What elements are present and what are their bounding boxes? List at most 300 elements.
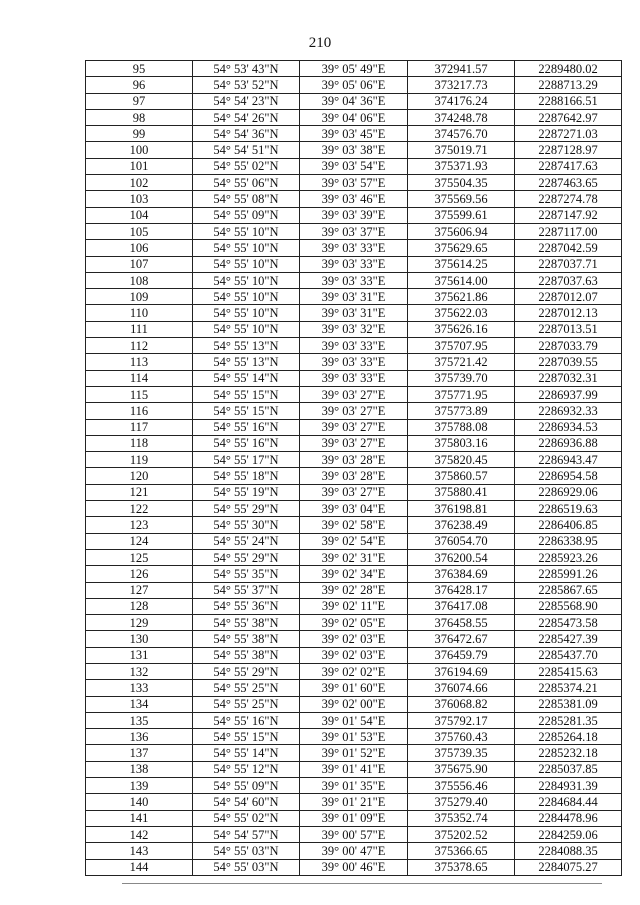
table-row xyxy=(86,370,622,386)
point-number-cell: 138 xyxy=(86,761,193,777)
longitude-cell: 39° 00' 57"E xyxy=(300,826,408,842)
y-coordinate-cell: 2285381.09 xyxy=(515,696,622,712)
x-coordinate-cell: 375621.86 xyxy=(408,289,515,305)
y-coordinate-cell: 2284931.39 xyxy=(515,778,622,794)
latitude-cell: 54° 55' 03"N xyxy=(193,859,300,875)
y-coordinate-cell: 2286932.33 xyxy=(515,403,622,419)
longitude-cell: 39° 03' 57"E xyxy=(300,175,408,191)
table-row xyxy=(86,810,622,826)
latitude-cell: 54° 55' 15"N xyxy=(193,403,300,419)
latitude-cell: 54° 55' 10"N xyxy=(193,305,300,321)
longitude-cell: 39° 03' 27"E xyxy=(300,419,408,435)
point-number-cell: 125 xyxy=(86,549,193,565)
x-coordinate-cell: 375622.03 xyxy=(408,305,515,321)
longitude-cell: 39° 05' 49"E xyxy=(300,61,408,77)
longitude-cell: 39° 03' 54"E xyxy=(300,158,408,174)
y-coordinate-cell: 2287128.97 xyxy=(515,142,622,158)
longitude-cell: 39° 03' 27"E xyxy=(300,435,408,451)
table-row xyxy=(86,501,622,517)
y-coordinate-cell: 2284684.44 xyxy=(515,794,622,810)
x-coordinate-cell: 375760.43 xyxy=(408,729,515,745)
latitude-cell: 54° 55' 38"N xyxy=(193,615,300,631)
table-row xyxy=(86,158,622,174)
y-coordinate-cell: 2284088.35 xyxy=(515,843,622,859)
latitude-cell: 54° 55' 29"N xyxy=(193,663,300,679)
longitude-cell: 39° 01' 41"E xyxy=(300,761,408,777)
table-row xyxy=(86,289,622,305)
point-number-cell: 109 xyxy=(86,289,193,305)
table-row xyxy=(86,484,622,500)
y-coordinate-cell: 2286929.06 xyxy=(515,484,622,500)
y-coordinate-cell: 2286937.99 xyxy=(515,386,622,402)
point-number-cell: 142 xyxy=(86,826,193,842)
y-coordinate-cell: 2287012.13 xyxy=(515,305,622,321)
x-coordinate-cell: 376068.82 xyxy=(408,696,515,712)
y-coordinate-cell: 2287147.92 xyxy=(515,207,622,223)
table-row xyxy=(86,452,622,468)
y-coordinate-cell: 2287274.78 xyxy=(515,191,622,207)
latitude-cell: 54° 55' 16"N xyxy=(193,435,300,451)
point-number-cell: 112 xyxy=(86,338,193,354)
y-coordinate-cell: 2285427.39 xyxy=(515,631,622,647)
x-coordinate-cell: 376428.17 xyxy=(408,582,515,598)
y-coordinate-cell: 2287271.03 xyxy=(515,126,622,142)
longitude-cell: 39° 03' 31"E xyxy=(300,289,408,305)
latitude-cell: 54° 55' 13"N xyxy=(193,354,300,370)
point-number-cell: 114 xyxy=(86,370,193,386)
longitude-cell: 39° 02' 02"E xyxy=(300,663,408,679)
x-coordinate-cell: 375352.74 xyxy=(408,810,515,826)
table-row xyxy=(86,256,622,272)
table-row xyxy=(86,223,622,239)
latitude-cell: 54° 54' 36"N xyxy=(193,126,300,142)
longitude-cell: 39° 01' 35"E xyxy=(300,778,408,794)
x-coordinate-cell: 373217.73 xyxy=(408,77,515,93)
y-coordinate-cell: 2285473.58 xyxy=(515,615,622,631)
point-number-cell: 133 xyxy=(86,680,193,696)
y-coordinate-cell: 2287037.63 xyxy=(515,272,622,288)
point-number-cell: 124 xyxy=(86,533,193,549)
longitude-cell: 39° 02' 05"E xyxy=(300,615,408,631)
longitude-cell: 39° 01' 60"E xyxy=(300,680,408,696)
y-coordinate-cell: 2287033.79 xyxy=(515,338,622,354)
latitude-cell: 54° 55' 10"N xyxy=(193,272,300,288)
point-number-cell: 102 xyxy=(86,175,193,191)
table-row xyxy=(86,696,622,712)
x-coordinate-cell: 375880.41 xyxy=(408,484,515,500)
x-coordinate-cell: 376194.69 xyxy=(408,663,515,679)
point-number-cell: 122 xyxy=(86,501,193,517)
longitude-cell: 39° 04' 06"E xyxy=(300,109,408,125)
x-coordinate-cell: 375792.17 xyxy=(408,712,515,728)
x-coordinate-cell: 376198.81 xyxy=(408,501,515,517)
y-coordinate-cell: 2286338.95 xyxy=(515,533,622,549)
x-coordinate-cell: 375739.35 xyxy=(408,745,515,761)
point-number-cell: 105 xyxy=(86,223,193,239)
table-row xyxy=(86,240,622,256)
y-coordinate-cell: 2285037.85 xyxy=(515,761,622,777)
point-number-cell: 108 xyxy=(86,272,193,288)
latitude-cell: 54° 55' 10"N xyxy=(193,289,300,305)
x-coordinate-cell: 375019.71 xyxy=(408,142,515,158)
x-coordinate-cell: 372941.57 xyxy=(408,61,515,77)
latitude-cell: 54° 55' 09"N xyxy=(193,207,300,223)
table-row xyxy=(86,680,622,696)
longitude-cell: 39° 03' 38"E xyxy=(300,142,408,158)
point-number-cell: 103 xyxy=(86,191,193,207)
table-row xyxy=(86,729,622,745)
x-coordinate-cell: 375721.42 xyxy=(408,354,515,370)
point-number-cell: 136 xyxy=(86,729,193,745)
latitude-cell: 54° 55' 18"N xyxy=(193,468,300,484)
y-coordinate-cell: 2285437.70 xyxy=(515,647,622,663)
x-coordinate-cell: 375378.65 xyxy=(408,859,515,875)
longitude-cell: 39° 03' 33"E xyxy=(300,272,408,288)
y-coordinate-cell: 2286406.85 xyxy=(515,517,622,533)
y-coordinate-cell: 2286954.58 xyxy=(515,468,622,484)
x-coordinate-cell: 375773.89 xyxy=(408,403,515,419)
latitude-cell: 54° 55' 35"N xyxy=(193,566,300,582)
point-number-cell: 118 xyxy=(86,435,193,451)
y-coordinate-cell: 2287463.65 xyxy=(515,175,622,191)
x-coordinate-cell: 376458.55 xyxy=(408,615,515,631)
y-coordinate-cell: 2285374.21 xyxy=(515,680,622,696)
table-row xyxy=(86,468,622,484)
y-coordinate-cell: 2286519.63 xyxy=(515,501,622,517)
point-number-cell: 127 xyxy=(86,582,193,598)
y-coordinate-cell: 2285867.65 xyxy=(515,582,622,598)
longitude-cell: 39° 03' 33"E xyxy=(300,370,408,386)
y-coordinate-cell: 2285991.26 xyxy=(515,566,622,582)
table-row xyxy=(86,338,622,354)
table-row xyxy=(86,582,622,598)
point-number-cell: 115 xyxy=(86,386,193,402)
latitude-cell: 54° 55' 37"N xyxy=(193,582,300,598)
longitude-cell: 39° 05' 06"E xyxy=(300,77,408,93)
point-number-cell: 99 xyxy=(86,126,193,142)
latitude-cell: 54° 55' 14"N xyxy=(193,745,300,761)
latitude-cell: 54° 55' 10"N xyxy=(193,223,300,239)
x-coordinate-cell: 376054.70 xyxy=(408,533,515,549)
x-coordinate-cell: 375803.16 xyxy=(408,435,515,451)
latitude-cell: 54° 55' 06"N xyxy=(193,175,300,191)
longitude-cell: 39° 03' 33"E xyxy=(300,240,408,256)
table-row xyxy=(86,598,622,614)
point-number-cell: 141 xyxy=(86,810,193,826)
longitude-cell: 39° 03' 32"E xyxy=(300,321,408,337)
x-coordinate-cell: 375771.95 xyxy=(408,386,515,402)
latitude-cell: 54° 54' 57"N xyxy=(193,826,300,842)
y-coordinate-cell: 2287012.07 xyxy=(515,289,622,305)
point-number-cell: 104 xyxy=(86,207,193,223)
longitude-cell: 39° 03' 27"E xyxy=(300,484,408,500)
table-row xyxy=(86,794,622,810)
y-coordinate-cell: 2284478.96 xyxy=(515,810,622,826)
x-coordinate-cell: 375599.61 xyxy=(408,207,515,223)
longitude-cell: 39° 00' 47"E xyxy=(300,843,408,859)
longitude-cell: 39° 02' 03"E xyxy=(300,631,408,647)
x-coordinate-cell: 375629.65 xyxy=(408,240,515,256)
latitude-cell: 54° 54' 23"N xyxy=(193,93,300,109)
x-coordinate-cell: 375366.65 xyxy=(408,843,515,859)
table-row xyxy=(86,859,622,875)
x-coordinate-cell: 375614.25 xyxy=(408,256,515,272)
latitude-cell: 54° 55' 09"N xyxy=(193,778,300,794)
longitude-cell: 39° 02' 31"E xyxy=(300,549,408,565)
table-row xyxy=(86,403,622,419)
x-coordinate-cell: 376384.69 xyxy=(408,566,515,582)
longitude-cell: 39° 02' 03"E xyxy=(300,647,408,663)
table-row xyxy=(86,549,622,565)
latitude-cell: 54° 54' 60"N xyxy=(193,794,300,810)
table-row xyxy=(86,843,622,859)
latitude-cell: 54° 55' 19"N xyxy=(193,484,300,500)
y-coordinate-cell: 2289480.02 xyxy=(515,61,622,77)
point-number-cell: 100 xyxy=(86,142,193,158)
table-row xyxy=(86,778,622,794)
table-row xyxy=(86,272,622,288)
x-coordinate-cell: 375556.46 xyxy=(408,778,515,794)
x-coordinate-cell: 375788.08 xyxy=(408,419,515,435)
x-coordinate-cell: 376074.66 xyxy=(408,680,515,696)
y-coordinate-cell: 2287042.59 xyxy=(515,240,622,256)
table-row xyxy=(86,419,622,435)
x-coordinate-cell: 375626.16 xyxy=(408,321,515,337)
table-row xyxy=(86,126,622,142)
point-number-cell: 139 xyxy=(86,778,193,794)
y-coordinate-cell: 2287417.63 xyxy=(515,158,622,174)
point-number-cell: 144 xyxy=(86,859,193,875)
y-coordinate-cell: 2285281.35 xyxy=(515,712,622,728)
point-number-cell: 95 xyxy=(86,61,193,77)
latitude-cell: 54° 55' 12"N xyxy=(193,761,300,777)
x-coordinate-cell: 375707.95 xyxy=(408,338,515,354)
point-number-cell: 110 xyxy=(86,305,193,321)
table-row xyxy=(86,761,622,777)
point-number-cell: 132 xyxy=(86,663,193,679)
longitude-cell: 39° 03' 27"E xyxy=(300,386,408,402)
table-row xyxy=(86,712,622,728)
latitude-cell: 54° 55' 10"N xyxy=(193,256,300,272)
x-coordinate-cell: 375606.94 xyxy=(408,223,515,239)
table-row xyxy=(86,305,622,321)
y-coordinate-cell: 2288166.51 xyxy=(515,93,622,109)
x-coordinate-cell: 375569.56 xyxy=(408,191,515,207)
point-number-cell: 111 xyxy=(86,321,193,337)
x-coordinate-cell: 374248.78 xyxy=(408,109,515,125)
latitude-cell: 54° 55' 02"N xyxy=(193,810,300,826)
latitude-cell: 54° 55' 29"N xyxy=(193,501,300,517)
point-number-cell: 107 xyxy=(86,256,193,272)
table-row xyxy=(86,615,622,631)
latitude-cell: 54° 55' 17"N xyxy=(193,452,300,468)
point-number-cell: 113 xyxy=(86,354,193,370)
longitude-cell: 39° 01' 53"E xyxy=(300,729,408,745)
x-coordinate-cell: 375614.00 xyxy=(408,272,515,288)
longitude-cell: 39° 02' 11"E xyxy=(300,598,408,614)
longitude-cell: 39° 01' 54"E xyxy=(300,712,408,728)
x-coordinate-cell: 374576.70 xyxy=(408,126,515,142)
x-coordinate-cell: 375860.57 xyxy=(408,468,515,484)
point-number-cell: 143 xyxy=(86,843,193,859)
longitude-cell: 39° 03' 28"E xyxy=(300,452,408,468)
latitude-cell: 54° 53' 43"N xyxy=(193,61,300,77)
y-coordinate-cell: 2286943.47 xyxy=(515,452,622,468)
table-row xyxy=(86,517,622,533)
x-coordinate-cell: 374176.24 xyxy=(408,93,515,109)
coordinate-table-body xyxy=(86,61,622,876)
point-number-cell: 96 xyxy=(86,77,193,93)
longitude-cell: 39° 01' 09"E xyxy=(300,810,408,826)
point-number-cell: 135 xyxy=(86,712,193,728)
table-row xyxy=(86,175,622,191)
point-number-cell: 106 xyxy=(86,240,193,256)
table-row xyxy=(86,533,622,549)
x-coordinate-cell: 376459.79 xyxy=(408,647,515,663)
x-coordinate-cell: 376238.49 xyxy=(408,517,515,533)
table-row xyxy=(86,647,622,663)
bottom-divider xyxy=(122,883,602,884)
latitude-cell: 54° 55' 10"N xyxy=(193,240,300,256)
latitude-cell: 54° 55' 13"N xyxy=(193,338,300,354)
table-row xyxy=(86,566,622,582)
point-number-cell: 130 xyxy=(86,631,193,647)
x-coordinate-cell: 375202.52 xyxy=(408,826,515,842)
latitude-cell: 54° 55' 29"N xyxy=(193,549,300,565)
table-row xyxy=(86,61,622,77)
point-number-cell: 140 xyxy=(86,794,193,810)
table-row xyxy=(86,109,622,125)
point-number-cell: 137 xyxy=(86,745,193,761)
table-row xyxy=(86,191,622,207)
y-coordinate-cell: 2287117.00 xyxy=(515,223,622,239)
latitude-cell: 54° 55' 24"N xyxy=(193,533,300,549)
y-coordinate-cell: 2284075.27 xyxy=(515,859,622,875)
y-coordinate-cell: 2288713.29 xyxy=(515,77,622,93)
latitude-cell: 54° 55' 30"N xyxy=(193,517,300,533)
longitude-cell: 39° 01' 52"E xyxy=(300,745,408,761)
latitude-cell: 54° 55' 10"N xyxy=(193,321,300,337)
longitude-cell: 39° 03' 46"E xyxy=(300,191,408,207)
x-coordinate-cell: 375279.40 xyxy=(408,794,515,810)
x-coordinate-cell: 376200.54 xyxy=(408,549,515,565)
table-row xyxy=(86,77,622,93)
table-row xyxy=(86,93,622,109)
longitude-cell: 39° 02' 58"E xyxy=(300,517,408,533)
longitude-cell: 39° 03' 31"E xyxy=(300,305,408,321)
latitude-cell: 54° 55' 38"N xyxy=(193,631,300,647)
y-coordinate-cell: 2285415.63 xyxy=(515,663,622,679)
latitude-cell: 54° 54' 26"N xyxy=(193,109,300,125)
point-number-cell: 126 xyxy=(86,566,193,582)
x-coordinate-cell: 375820.45 xyxy=(408,452,515,468)
point-number-cell: 131 xyxy=(86,647,193,663)
table-row xyxy=(86,435,622,451)
point-number-cell: 128 xyxy=(86,598,193,614)
latitude-cell: 54° 55' 15"N xyxy=(193,386,300,402)
x-coordinate-cell: 375371.93 xyxy=(408,158,515,174)
longitude-cell: 39° 03' 28"E xyxy=(300,468,408,484)
longitude-cell: 39° 03' 04"E xyxy=(300,501,408,517)
longitude-cell: 39° 01' 21"E xyxy=(300,794,408,810)
point-number-cell: 116 xyxy=(86,403,193,419)
point-number-cell: 120 xyxy=(86,468,193,484)
latitude-cell: 54° 54' 51"N xyxy=(193,142,300,158)
longitude-cell: 39° 02' 34"E xyxy=(300,566,408,582)
longitude-cell: 39° 03' 45"E xyxy=(300,126,408,142)
longitude-cell: 39° 03' 39"E xyxy=(300,207,408,223)
y-coordinate-cell: 2284259.06 xyxy=(515,826,622,842)
point-number-cell: 134 xyxy=(86,696,193,712)
table-row xyxy=(86,354,622,370)
latitude-cell: 54° 55' 02"N xyxy=(193,158,300,174)
latitude-cell: 54° 55' 25"N xyxy=(193,696,300,712)
point-number-cell: 101 xyxy=(86,158,193,174)
page-number: 210 xyxy=(308,35,332,51)
longitude-cell: 39° 03' 33"E xyxy=(300,256,408,272)
coordinate-table xyxy=(85,60,622,876)
table-row xyxy=(86,745,622,761)
latitude-cell: 54° 55' 14"N xyxy=(193,370,300,386)
table-row xyxy=(86,207,622,223)
x-coordinate-cell: 376472.67 xyxy=(408,631,515,647)
point-number-cell: 123 xyxy=(86,517,193,533)
y-coordinate-cell: 2285568.90 xyxy=(515,598,622,614)
latitude-cell: 54° 55' 36"N xyxy=(193,598,300,614)
longitude-cell: 39° 04' 36"E xyxy=(300,93,408,109)
longitude-cell: 39° 02' 00"E xyxy=(300,696,408,712)
latitude-cell: 54° 55' 16"N xyxy=(193,419,300,435)
table-row xyxy=(86,386,622,402)
x-coordinate-cell: 375504.35 xyxy=(408,175,515,191)
longitude-cell: 39° 03' 33"E xyxy=(300,338,408,354)
y-coordinate-cell: 2286936.88 xyxy=(515,435,622,451)
point-number-cell: 97 xyxy=(86,93,193,109)
x-coordinate-cell: 376417.08 xyxy=(408,598,515,614)
table-row xyxy=(86,631,622,647)
point-number-cell: 121 xyxy=(86,484,193,500)
longitude-cell: 39° 00' 46"E xyxy=(300,859,408,875)
longitude-cell: 39° 02' 28"E xyxy=(300,582,408,598)
y-coordinate-cell: 2287032.31 xyxy=(515,370,622,386)
y-coordinate-cell: 2286934.53 xyxy=(515,419,622,435)
latitude-cell: 54° 55' 08"N xyxy=(193,191,300,207)
latitude-cell: 54° 55' 16"N xyxy=(193,712,300,728)
y-coordinate-cell: 2287039.55 xyxy=(515,354,622,370)
latitude-cell: 54° 55' 15"N xyxy=(193,729,300,745)
longitude-cell: 39° 02' 54"E xyxy=(300,533,408,549)
table-row xyxy=(86,663,622,679)
y-coordinate-cell: 2285923.26 xyxy=(515,549,622,565)
latitude-cell: 54° 55' 25"N xyxy=(193,680,300,696)
table-row xyxy=(86,826,622,842)
latitude-cell: 54° 55' 03"N xyxy=(193,843,300,859)
x-coordinate-cell: 375739.70 xyxy=(408,370,515,386)
table-row xyxy=(86,321,622,337)
longitude-cell: 39° 03' 37"E xyxy=(300,223,408,239)
y-coordinate-cell: 2285232.18 xyxy=(515,745,622,761)
point-number-cell: 129 xyxy=(86,615,193,631)
table-row xyxy=(86,142,622,158)
y-coordinate-cell: 2287037.71 xyxy=(515,256,622,272)
point-number-cell: 98 xyxy=(86,109,193,125)
latitude-cell: 54° 53' 52"N xyxy=(193,77,300,93)
point-number-cell: 119 xyxy=(86,452,193,468)
x-coordinate-cell: 375675.90 xyxy=(408,761,515,777)
longitude-cell: 39° 03' 33"E xyxy=(300,354,408,370)
latitude-cell: 54° 55' 38"N xyxy=(193,647,300,663)
point-number-cell: 117 xyxy=(86,419,193,435)
